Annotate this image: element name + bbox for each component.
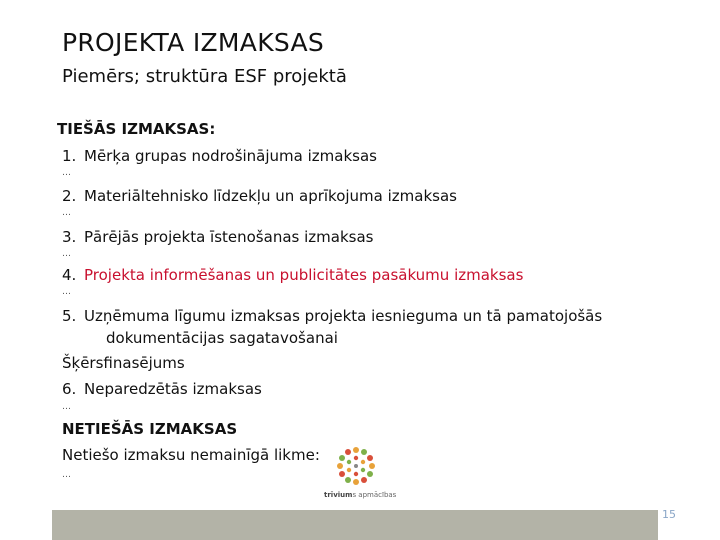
ellipsis: …: [62, 402, 72, 412]
item-number: 1.: [62, 147, 77, 165]
indirect-costs-heading: NETIEŠĀS IZMAKSAS: [62, 420, 238, 438]
list-item-2: [62, 186, 662, 206]
logo-caption-bold: trīvium: [324, 491, 353, 499]
logo-caption-rest: s apmācības: [352, 491, 397, 499]
item-number: 5.: [62, 307, 77, 325]
slide-title: PROJEKTA IZMAKSAS: [62, 28, 325, 57]
indirect-rate-text: Netiešo izmaksu nemainīgā likme:: [62, 446, 320, 464]
list-item-3: [62, 227, 662, 247]
item-text: Mērķa grupas nodrošinājuma izmaksas: [84, 147, 377, 165]
item-number: 6.: [62, 380, 77, 398]
item-number: 2.: [62, 187, 77, 205]
cofinancing-label: Šķērsfinasējums: [62, 354, 185, 372]
ellipsis: …: [62, 168, 72, 178]
direct-costs-heading: TIEŠĀS IZMAKSAS:: [57, 120, 216, 138]
item-number: 4.: [62, 266, 77, 284]
list-item-1: [62, 146, 662, 166]
ellipsis: …: [62, 249, 72, 259]
list-item-6: [62, 379, 662, 399]
item-text: Uzņēmuma līgumu izmaksas projekta iesnieguma un tā pamatojošās: [84, 307, 603, 325]
item-text: Pārējās projekta īstenošanas izmaksas: [84, 228, 374, 246]
item-text: Materiāltehnisko līdzekļu un aprīkojuma izmaksas: [84, 187, 457, 205]
list-item-5: [62, 306, 662, 326]
slide-subtitle: Piemērs; struktūra ESF projektā: [62, 66, 347, 87]
ellipsis: …: [62, 287, 72, 297]
list-item-5-continuation: dokumentācijas sagatavošanai: [106, 329, 338, 347]
item-text: Neparedzētās izmaksas: [84, 380, 262, 398]
ellipsis: …: [62, 208, 72, 218]
ellipsis: …: [62, 470, 72, 480]
logo-caption: [324, 491, 396, 499]
page-number: 15: [662, 508, 676, 521]
item-number: 3.: [62, 228, 77, 246]
item-text: Projekta informēšanas un publicitātes pasākumu izmaksas: [84, 266, 524, 284]
footer-bar: [52, 510, 658, 540]
list-item-4: [62, 265, 662, 285]
